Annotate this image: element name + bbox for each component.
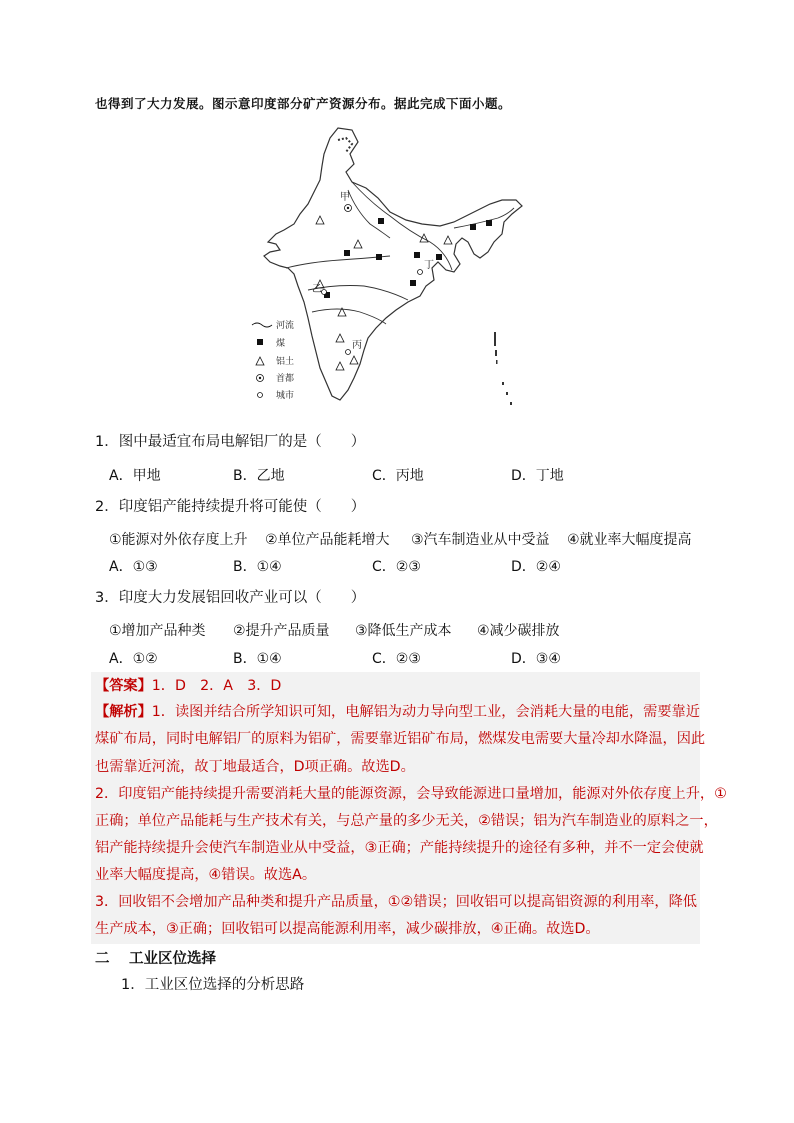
legend-coal: 煤 [276,339,286,349]
q2-item-3: ③汽车制造业从中受益 [411,532,550,548]
city-ding [418,259,435,275]
answer-label: 【答案】 [95,678,152,694]
coal-icon [414,252,420,258]
bauxite-icon [336,334,344,342]
map-legend [252,319,294,401]
coal-markers [324,218,492,298]
coal-icon [378,218,384,224]
q3-item-4: ④减少碳排放 [477,623,560,639]
q2-option-a: A．①③ [109,559,158,575]
label-yi: 乙 [312,284,322,295]
bauxite-icon [444,236,452,244]
question-3-stem: 3．印度大力发展铝回收产业可以（ ） [95,590,366,606]
city-icon [322,290,327,295]
analysis-p3-line-2: 生产成本，③正确；回收铝可以提高能源利用率，减少碳排放，④正确。故选D。 [95,921,600,937]
bauxite-markers [316,216,452,370]
answer-text: 1．D 2．A 3．D [151,678,282,694]
city-yi [312,283,327,295]
city-icon [258,393,263,398]
q1-option-d: D．丁地 [511,468,564,484]
question-1-stem: 1．图中最适宜布局电解铝厂的是（ ） [95,434,366,450]
q3-option-b: B．①④ [233,651,282,667]
border-dotted [338,138,352,152]
q2-option-c: C．②③ [372,559,421,575]
coal-icon [344,250,350,256]
river-krishna [312,309,386,324]
legend-river: 河流 [276,321,295,331]
q3-item-2: ②提升产品质量 [233,623,330,639]
analysis-p1-line-1: 1．读图并结合所学知识可知，电解铝为动力导向型工业，会消耗大量的电能，需要靠近 [151,704,700,720]
label-ding: 丁 [424,260,434,271]
india-mineral-map [240,120,540,420]
q2-option-d: D．②④ [511,559,561,575]
q3-option-c: C．②③ [372,651,421,667]
analysis-p3-line-1: 3．回收铝不会增加产品种类和提升产品质量，①②错误；回收铝可以提高铝资源的利用率，降低 [95,894,697,910]
intro-text: 也得到了大力发展。图示意印度部分矿产资源分布。据此完成下面小题。 [95,96,512,111]
analysis-p1-line-2: 煤矿布局，同时电解铝厂的原料为铝矿，需要靠近铝矿布局，燃煤发电需要大量冷却水降温，因此 [95,731,706,747]
q1-option-a: A．甲地 [109,468,161,484]
city-icon [418,270,423,275]
coal-icon [470,224,476,230]
analysis-p2-line-3: 铝产能持续提升会使汽车制造业从中受益，③正确；产能持续提升的途径有多种，并不一定会使就 [95,840,704,856]
bauxite-icon [354,240,362,248]
bauxite-icon [350,356,358,364]
q2-item-4: ④就业率大幅度提高 [567,532,692,548]
q3-option-a: A．①② [109,651,158,667]
answer-line [95,675,281,695]
legend-bauxite: 铝土 [276,357,295,367]
label-bing: 丙 [352,340,362,351]
capital-jia [340,191,352,212]
analysis-line-1 [95,701,700,721]
q2-item-1: ①能源对外依存度上升 [109,532,248,548]
coal-icon [410,280,416,286]
q2-item-2: ②单位产品能耗增大 [265,532,390,548]
river-icon [252,323,272,327]
bauxite-icon [256,357,264,365]
analysis-p1-line-3: 也需靠近河流，故丁地最适合，D项正确。故选D。 [95,759,415,775]
coal-icon [376,254,382,260]
q3-item-3: ③降低生产成本 [355,623,452,639]
bauxite-icon [336,362,344,370]
andaman-islands [494,332,512,405]
coal-icon [436,254,442,260]
coal-icon [257,339,263,345]
coal-icon [486,220,492,226]
section-title: 二 工业区位选择 [95,951,217,967]
q2-option-b: B．①④ [233,559,282,575]
label-jia: 甲 [340,192,350,203]
river-yamuna [348,190,390,238]
q1-option-b: B．乙地 [233,468,285,484]
city-bing [346,339,363,355]
question-2-stem: 2．印度铝产能持续提升将可能使（ ） [95,499,366,515]
legend-capital: 首都 [276,374,295,384]
river-narmada [286,256,390,268]
q3-option-d: D．③④ [511,651,561,667]
section-subtitle: 1．工业区位选择的分析思路 [121,977,305,993]
bauxite-icon [316,216,324,224]
analysis-p2-line-4: 业率大幅度提高，④错误。故选A。 [95,867,317,883]
analysis-label: 【解析】 [95,704,152,720]
analysis-p2-line-1: 2．印度铝产能持续提升需要消耗大量的能源资源，会导致能源进口量增加，能源对外依存度上升，① [95,786,727,802]
analysis-p2-line-2: 正确；单位产品能耗与生产技术有关，与总产量的多少无关，②错误；铝为汽车制造业的原料之一， [95,813,718,829]
q1-option-c: C．丙地 [372,468,424,484]
q3-item-1: ①增加产品种类 [109,623,206,639]
city-icon [346,350,351,355]
legend-city: 城市 [276,391,295,401]
